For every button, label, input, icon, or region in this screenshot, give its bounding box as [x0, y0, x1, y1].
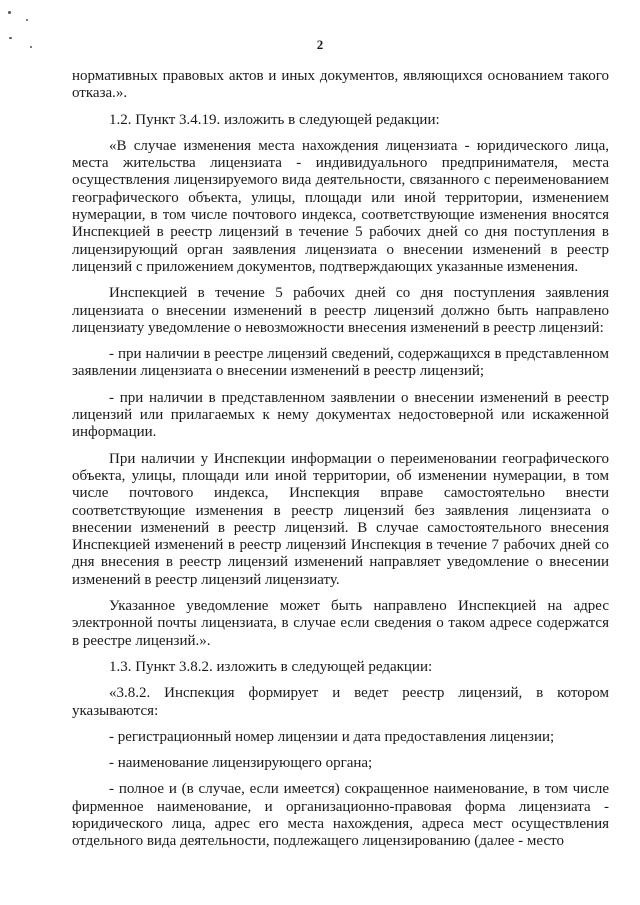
list-item: - наименование лицензирующего органа;: [109, 755, 373, 772]
list-item: - при наличии в реестре лицензий сведений, содержащихся в представленном заявлении лицензиата о внесении изменений в реестр лицензий;: [72, 346, 609, 380]
list-item: - полное и (в случае, если имеется) сокращенное наименование, в том числе фирменное наименование, и организационно-правовая форма лицензиата - юридического лица, адрес его места нахождения, адреса мест осуществления отдельного вида деятельности, подлежащего лицензированию (далее - место: [72, 781, 609, 850]
scan-speck: [8, 11, 11, 14]
section-heading: 1.2. Пункт 3.4.19. изложить в следующей редакции:: [109, 111, 440, 128]
document-body: [72, 68, 609, 855]
scan-speck: [26, 19, 28, 21]
paragraph: «В случае изменения места нахождения лицензиата - юридического лица, места жительства лицензиата - индивидуального предпринимателя, места осуществления лицензируемого вида деятельности, связанного с переименованием географического объекта, улицы, площади или иной территории, изменением нумерации, в том числе почтового индекса, соответствующие изменения вносятся Инспекцией в реестр лицензий в течение 5 рабочих дней со дня поступления в лицензирующий орган заявления лицензиата о внесении изменений в реестр лицензий с приложением документов, подтверждающих указанные изменения.: [72, 137, 609, 275]
paragraph: нормативных правовых актов и иных документов, являющихся основанием такого отказа.».: [72, 68, 609, 102]
list-item: - регистрационный номер лицензии и дата предоставления лицензии;: [109, 728, 555, 745]
section-heading: 1.3. Пункт 3.8.2. изложить в следующей редакции:: [109, 658, 433, 675]
page-number: 2: [316, 37, 324, 52]
paragraph: Инспекцией в течение 5 рабочих дней со дня поступления заявления лицензиата о внесении изменений в реестр лицензий должно быть направлено лицензиату уведомление о невозможности внесения изменений в реестр лицензий:: [72, 285, 609, 336]
paragraph: При наличии у Инспекции информации о переименовании географического объекта, улицы, площади или иной территории, об изменении нумерации, в том числе почтового индекса, Инспекция вправе самостоятельно внести соответствующие изменения в реестр лицензий без заявления лицензиата о внесении изменений в реестр лицензий. В случае самостоятельного внесения Инспекцией изменений в реестр лицензий Инспекция в течение 7 рабочих дней со дня внесения в реестр лицензий изменений направляет уведомление о внесении изменений в реестр лицензий лицензиату.: [72, 450, 609, 588]
paragraph: Указанное уведомление может быть направлено Инспекцией на адрес электронной почты лицензиата, в случае если сведения о таком адресе содержатся в реестре лицензий.».: [72, 598, 609, 649]
list-item: - при наличии в представленном заявлении о внесении изменений в реестр лицензий или прилагаемых к нему документах недостоверной или искаженной информации.: [72, 389, 609, 441]
paragraph: «3.8.2. Инспекция формирует и ведет реестр лицензий, в котором указываются:: [72, 685, 609, 719]
